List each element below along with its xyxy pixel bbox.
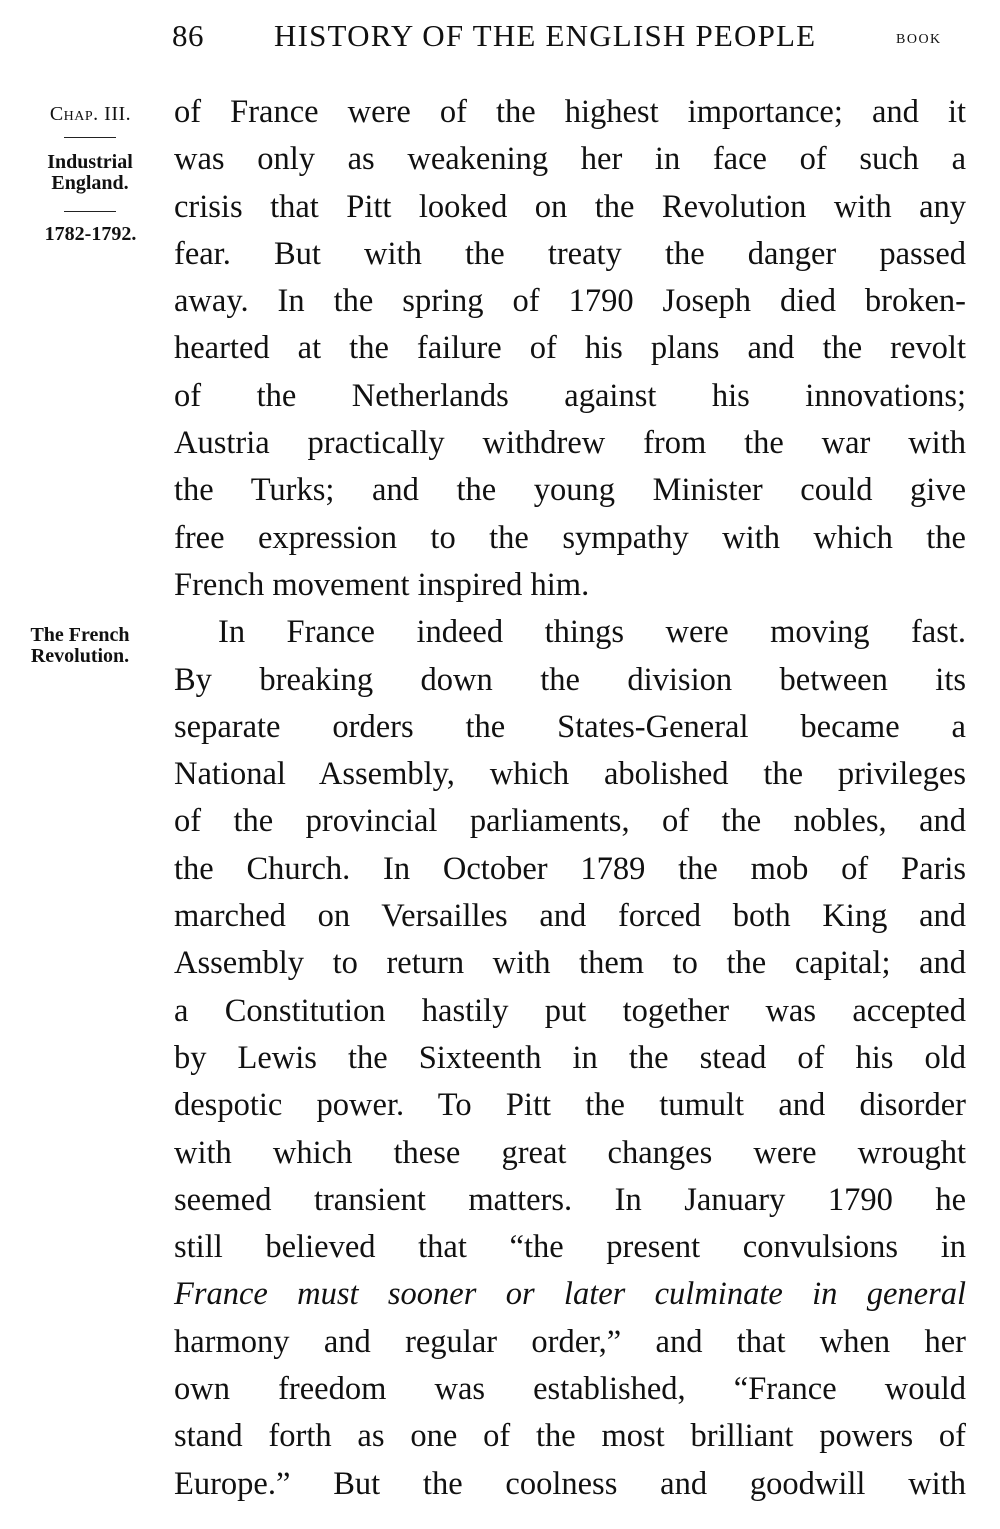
- text-line: harmony and regular order,” and that when her: [174, 1323, 966, 1360]
- french-revolution-note: The French Revolution.: [30, 624, 130, 667]
- text-line: National Assembly, which abolished the privileges: [174, 756, 966, 793]
- text-line: the Turks; and the young Minister could give: [174, 472, 966, 509]
- text-line: separate orders the States-General became a: [174, 708, 966, 745]
- paragraph-2: [174, 609, 966, 1508]
- text-line: Austria practically withdrew from the war with: [174, 425, 966, 462]
- paragraph-1: [174, 89, 966, 609]
- text-line: a Constitution hastily put together was accepted: [174, 992, 966, 1029]
- text-line: France must sooner or later culminate in general: [174, 1276, 966, 1313]
- text-line: By breaking down the division between its: [174, 661, 966, 698]
- text-line: still believed that “the present convulsions in: [174, 1229, 966, 1266]
- text-line: French movement inspired him.: [174, 566, 590, 603]
- text-line: seemed transient matters. In January 1790 he: [174, 1181, 966, 1218]
- page-number: 86: [172, 18, 204, 53]
- note-divider: [64, 211, 116, 212]
- text-line: the Church. In October 1789 the mob of Paris: [174, 850, 966, 887]
- years-note: 1782-1792.: [44, 223, 137, 245]
- text-line: marched on Versailles and forced both King and: [174, 898, 966, 935]
- running-header: [0, 18, 1000, 58]
- text-line: was only as weakening her in face of such a: [174, 141, 966, 178]
- section-title-note: Industrial England.: [47, 151, 133, 194]
- text-line: of the Netherlands against his innovations;: [174, 377, 966, 414]
- text-line: crisis that Pitt looked on the Revolution with any: [174, 188, 966, 225]
- running-title: HISTORY OF THE ENGLISH PEOPLE: [274, 18, 817, 53]
- text-line: free expression to the sympathy with which the: [174, 519, 966, 556]
- chapter-note: Chap. III.: [49, 103, 132, 125]
- text-line: away. In the spring of 1790 Joseph died broken-: [174, 283, 966, 320]
- text-line: own freedom was established, “France would: [174, 1371, 966, 1408]
- body-text: [174, 89, 966, 1508]
- text-line: of the provincial parliaments, of the nobles, and: [174, 803, 966, 840]
- text-line: stand forth as one of the most brilliant powers of: [174, 1418, 966, 1455]
- text-line: In France indeed things were moving fast.: [218, 614, 966, 651]
- text-line: by Lewis the Sixteenth in the stead of his old: [174, 1039, 966, 1076]
- book-label: book: [896, 26, 942, 48]
- text-line: Assembly to return with them to the capital; and: [174, 945, 966, 982]
- note-divider: [64, 137, 116, 138]
- text-line: hearted at the failure of his plans and the revolt: [174, 330, 966, 367]
- text-line: fear. But with the treaty the danger passed: [174, 235, 966, 272]
- text-line: despotic power. To Pitt the tumult and disorder: [174, 1087, 966, 1124]
- text-line: of France were of the highest importance; and it: [174, 94, 966, 130]
- text-line: with which these great changes were wrought: [174, 1134, 966, 1171]
- text-line: Europe.” But the coolness and goodwill with: [174, 1465, 966, 1502]
